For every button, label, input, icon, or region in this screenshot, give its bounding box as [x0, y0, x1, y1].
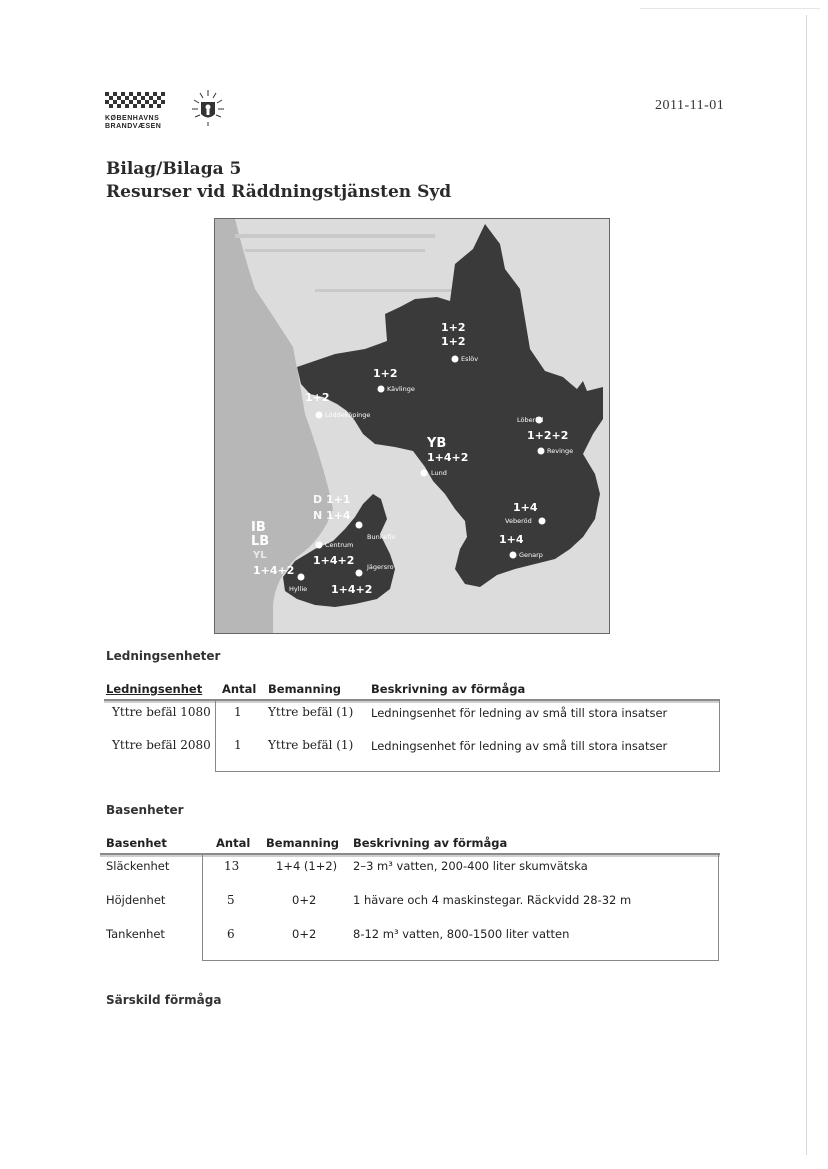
map-label-hyllie-lb: LB: [251, 534, 270, 549]
station-dot-centrum: [316, 542, 323, 549]
map-name-bunkeflo: Bunkeflo: [367, 533, 396, 541]
map-name-lund: Lund: [431, 469, 447, 477]
bas-row-beskrivning: 1 hävare och 4 maskinstegar. Räckvidd 28-32 m: [353, 893, 632, 907]
map-name-veberod: Veberöd: [505, 517, 532, 525]
logo-line2: BRANDVÆSEN: [105, 123, 162, 130]
station-dot-bunkeflo: [356, 522, 363, 529]
ledning-row-antal: 1: [234, 705, 242, 719]
ledning-row-enhet: Yttre befäl 2080: [112, 738, 211, 752]
page-title: [106, 158, 451, 204]
bas-header-enhet: Basenhet: [106, 836, 167, 850]
bas-row-enhet: Släckenhet: [106, 859, 170, 873]
map-label-loddekopinge: 1+2: [305, 391, 330, 404]
ledning-header-shadow: [104, 701, 720, 703]
station-dot-loddekopinge: [316, 412, 323, 419]
bas-section-title: Basenheter: [106, 803, 184, 817]
title-line1: Bilag/Bilaga 5: [106, 159, 242, 179]
bas-row-beskrivning: 2–3 m³ vatten, 200-400 liter skumvätska: [353, 859, 588, 873]
map-name-loberod: Löberöd: [517, 416, 544, 424]
map-name-centrum: Centrum: [325, 541, 354, 549]
ledning-header-antal: Antal: [222, 682, 257, 696]
ledning-section-title: Ledningsenheter: [106, 649, 221, 663]
station-dot-kavlinge: [378, 386, 385, 393]
station-dot-veberod: [539, 518, 546, 525]
bas-row-bemanning: 1+4 (1+2): [276, 859, 338, 873]
map-name-hyllie: Hyllie: [289, 585, 308, 593]
map-name-kavlinge: Kävlinge: [387, 385, 415, 393]
station-dot-jagersro: [356, 570, 363, 577]
logo-line1: KØBENHAVNS: [105, 115, 160, 122]
bas-right-rule: [718, 855, 719, 961]
station-dot-genarp: [510, 552, 517, 559]
map-label-eslov-1: 1+2: [441, 321, 466, 334]
bas-header-shadow: [100, 855, 720, 857]
map-label-genarp: 1+4: [499, 533, 524, 546]
ledning-row-beskrivning: Ledningsenhet för ledning av små till stora insatser: [371, 739, 668, 753]
map-name-jagersro: Jägersro: [367, 563, 394, 571]
map-label-eslov-2: 1+2: [441, 335, 466, 348]
title-line2: Resurser vid Räddningstjänsten Syd: [106, 182, 452, 202]
ledning-row-bemanning: Yttre befäl (1): [268, 738, 354, 752]
logo-checker-icon: [105, 92, 167, 114]
bas-header-bemanning: Bemanning: [266, 836, 340, 850]
bas-left-rule: [202, 855, 203, 961]
map-label-jagersro-1: 1+4+2: [313, 554, 355, 567]
station-dot-revinge: [538, 448, 545, 455]
map-name-genarp: Genarp: [519, 551, 543, 559]
map-label-centrum-d: D 1+1: [313, 493, 351, 506]
map-label-jagersro-2: 1+4+2: [331, 583, 373, 596]
region-map: [214, 218, 610, 634]
map-label-lund-1: YB: [427, 436, 447, 451]
map-label-hyllie-yl: YL: [253, 550, 267, 561]
bas-header-antal: Antal: [216, 836, 251, 850]
station-dot-hyllie: [298, 574, 305, 581]
bas-row-bemanning: 0+2: [292, 893, 317, 907]
bas-row-enhet: Tankenhet: [106, 927, 165, 941]
ledning-header-beskrivning: Beskrivning av förmåga: [371, 682, 526, 696]
map-name-loddekopinge: Löddeköpinge: [325, 411, 371, 419]
map-label-hyllie-ib: IB: [251, 520, 266, 535]
map-label-lund-2: 1+4+2: [427, 451, 469, 464]
ledning-header-enhet: Ledningsenhet: [106, 682, 203, 696]
bas-row-enhet: Höjdenhet: [106, 893, 166, 907]
map-name-eslov: Eslöv: [461, 355, 479, 363]
map-label-revinge: 1+2+2: [527, 429, 569, 442]
ledning-bottom-rule: [215, 771, 720, 772]
map-label-kavlinge: 1+2: [373, 367, 398, 380]
station-dot-lund: [421, 470, 428, 477]
map-label-centrum-n: N 1+4: [313, 509, 351, 522]
map-label-veberod: 1+4: [513, 501, 538, 514]
map-noise: [235, 234, 465, 292]
bas-table: [100, 834, 720, 962]
map-svg: [215, 219, 609, 633]
document-date: 2011-11-01: [655, 98, 725, 113]
bas-bottom-rule: [202, 960, 719, 961]
bas-row-antal: 13: [224, 859, 240, 873]
map-name-revinge: Revinge: [547, 447, 574, 455]
bas-row-antal: 5: [227, 893, 235, 907]
ledning-row-antal: 1: [234, 738, 242, 752]
ledning-row-bemanning: Yttre befäl (1): [268, 705, 354, 719]
fire-emblem-icon: [191, 88, 225, 128]
bas-row-bemanning: 0+2: [292, 927, 317, 941]
scan-edge-line-top: [640, 8, 820, 9]
ledning-row-beskrivning: Ledningsenhet för ledning av små till stora insatser: [371, 706, 668, 720]
scan-edge-line: [806, 15, 807, 1155]
station-dot-eslov: [452, 356, 459, 363]
ledning-table: [100, 680, 720, 772]
ledning-row-enhet: Yttre befäl 1080: [112, 705, 211, 719]
bas-row-antal: 6: [227, 927, 235, 941]
bas-row-beskrivning: 8-12 m³ vatten, 800-1500 liter vatten: [353, 927, 570, 941]
ledning-header-bemanning: Bemanning: [268, 682, 342, 696]
ledning-right-rule: [719, 701, 720, 772]
sarskild-section-title: Särskild förmåga: [106, 993, 222, 1007]
map-label-hyllie-units: 1+4+2: [253, 564, 295, 577]
bas-header-beskrivning: Beskrivning av förmåga: [353, 836, 508, 850]
logo: [105, 92, 235, 134]
ledning-left-rule: [215, 701, 216, 772]
